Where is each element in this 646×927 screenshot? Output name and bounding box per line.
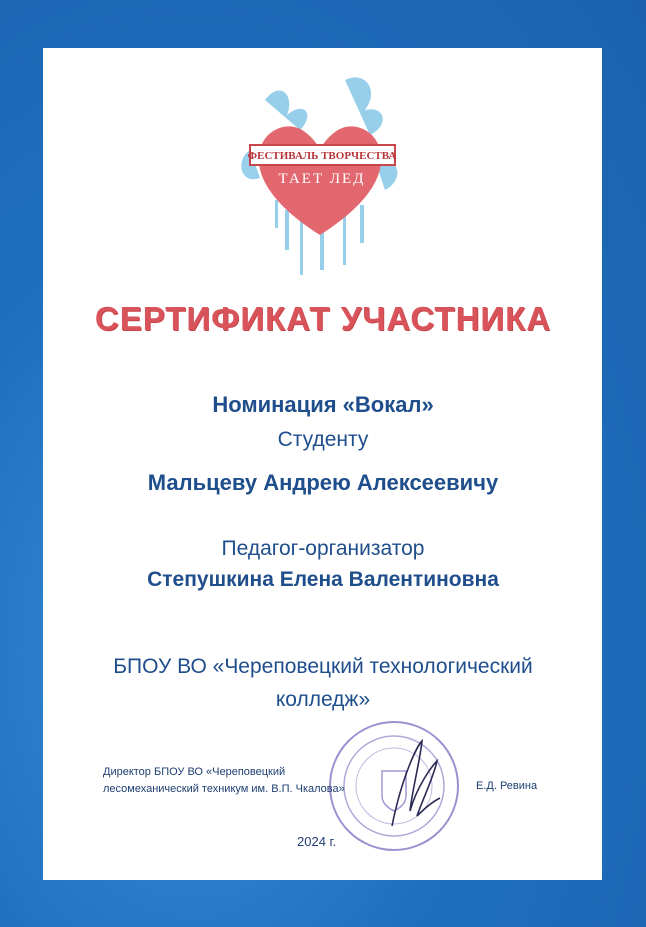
director-line-2: лесомеханический техникум им. В.П. Чкалова» bbox=[103, 783, 345, 795]
organization-line-1: БПОУ ВО «Череповецкий технологический bbox=[113, 655, 533, 678]
teacher-role: Педагог-организатор bbox=[221, 537, 425, 560]
festival-logo bbox=[225, 60, 415, 280]
recipient-role: Студенту bbox=[277, 428, 369, 451]
organization bbox=[0, 650, 646, 716]
organization-line-2: колледж» bbox=[275, 688, 371, 711]
director-name: Е.Д. Ревина bbox=[476, 780, 538, 792]
director-signature-block bbox=[103, 764, 345, 798]
logo-text-top: ФЕСТИВАЛЬ ТВОРЧЕСТВА bbox=[247, 150, 397, 162]
nomination: Номинация «Вокал» bbox=[212, 392, 434, 417]
certificate-year: 2024 г. bbox=[297, 834, 337, 849]
teacher-name: Степушкина Елена Валентиновна bbox=[147, 568, 499, 591]
director-line-1: Директор БПОУ ВО «Череповецкий bbox=[103, 766, 286, 778]
certificate-title: СЕРТИФИКАТ УЧАСТНИКА bbox=[94, 300, 552, 337]
logo-text-bottom: ТАЕТ ЛЕД bbox=[278, 171, 366, 187]
recipient-name: Мальцеву Андрею Алексеевичу bbox=[147, 470, 499, 495]
